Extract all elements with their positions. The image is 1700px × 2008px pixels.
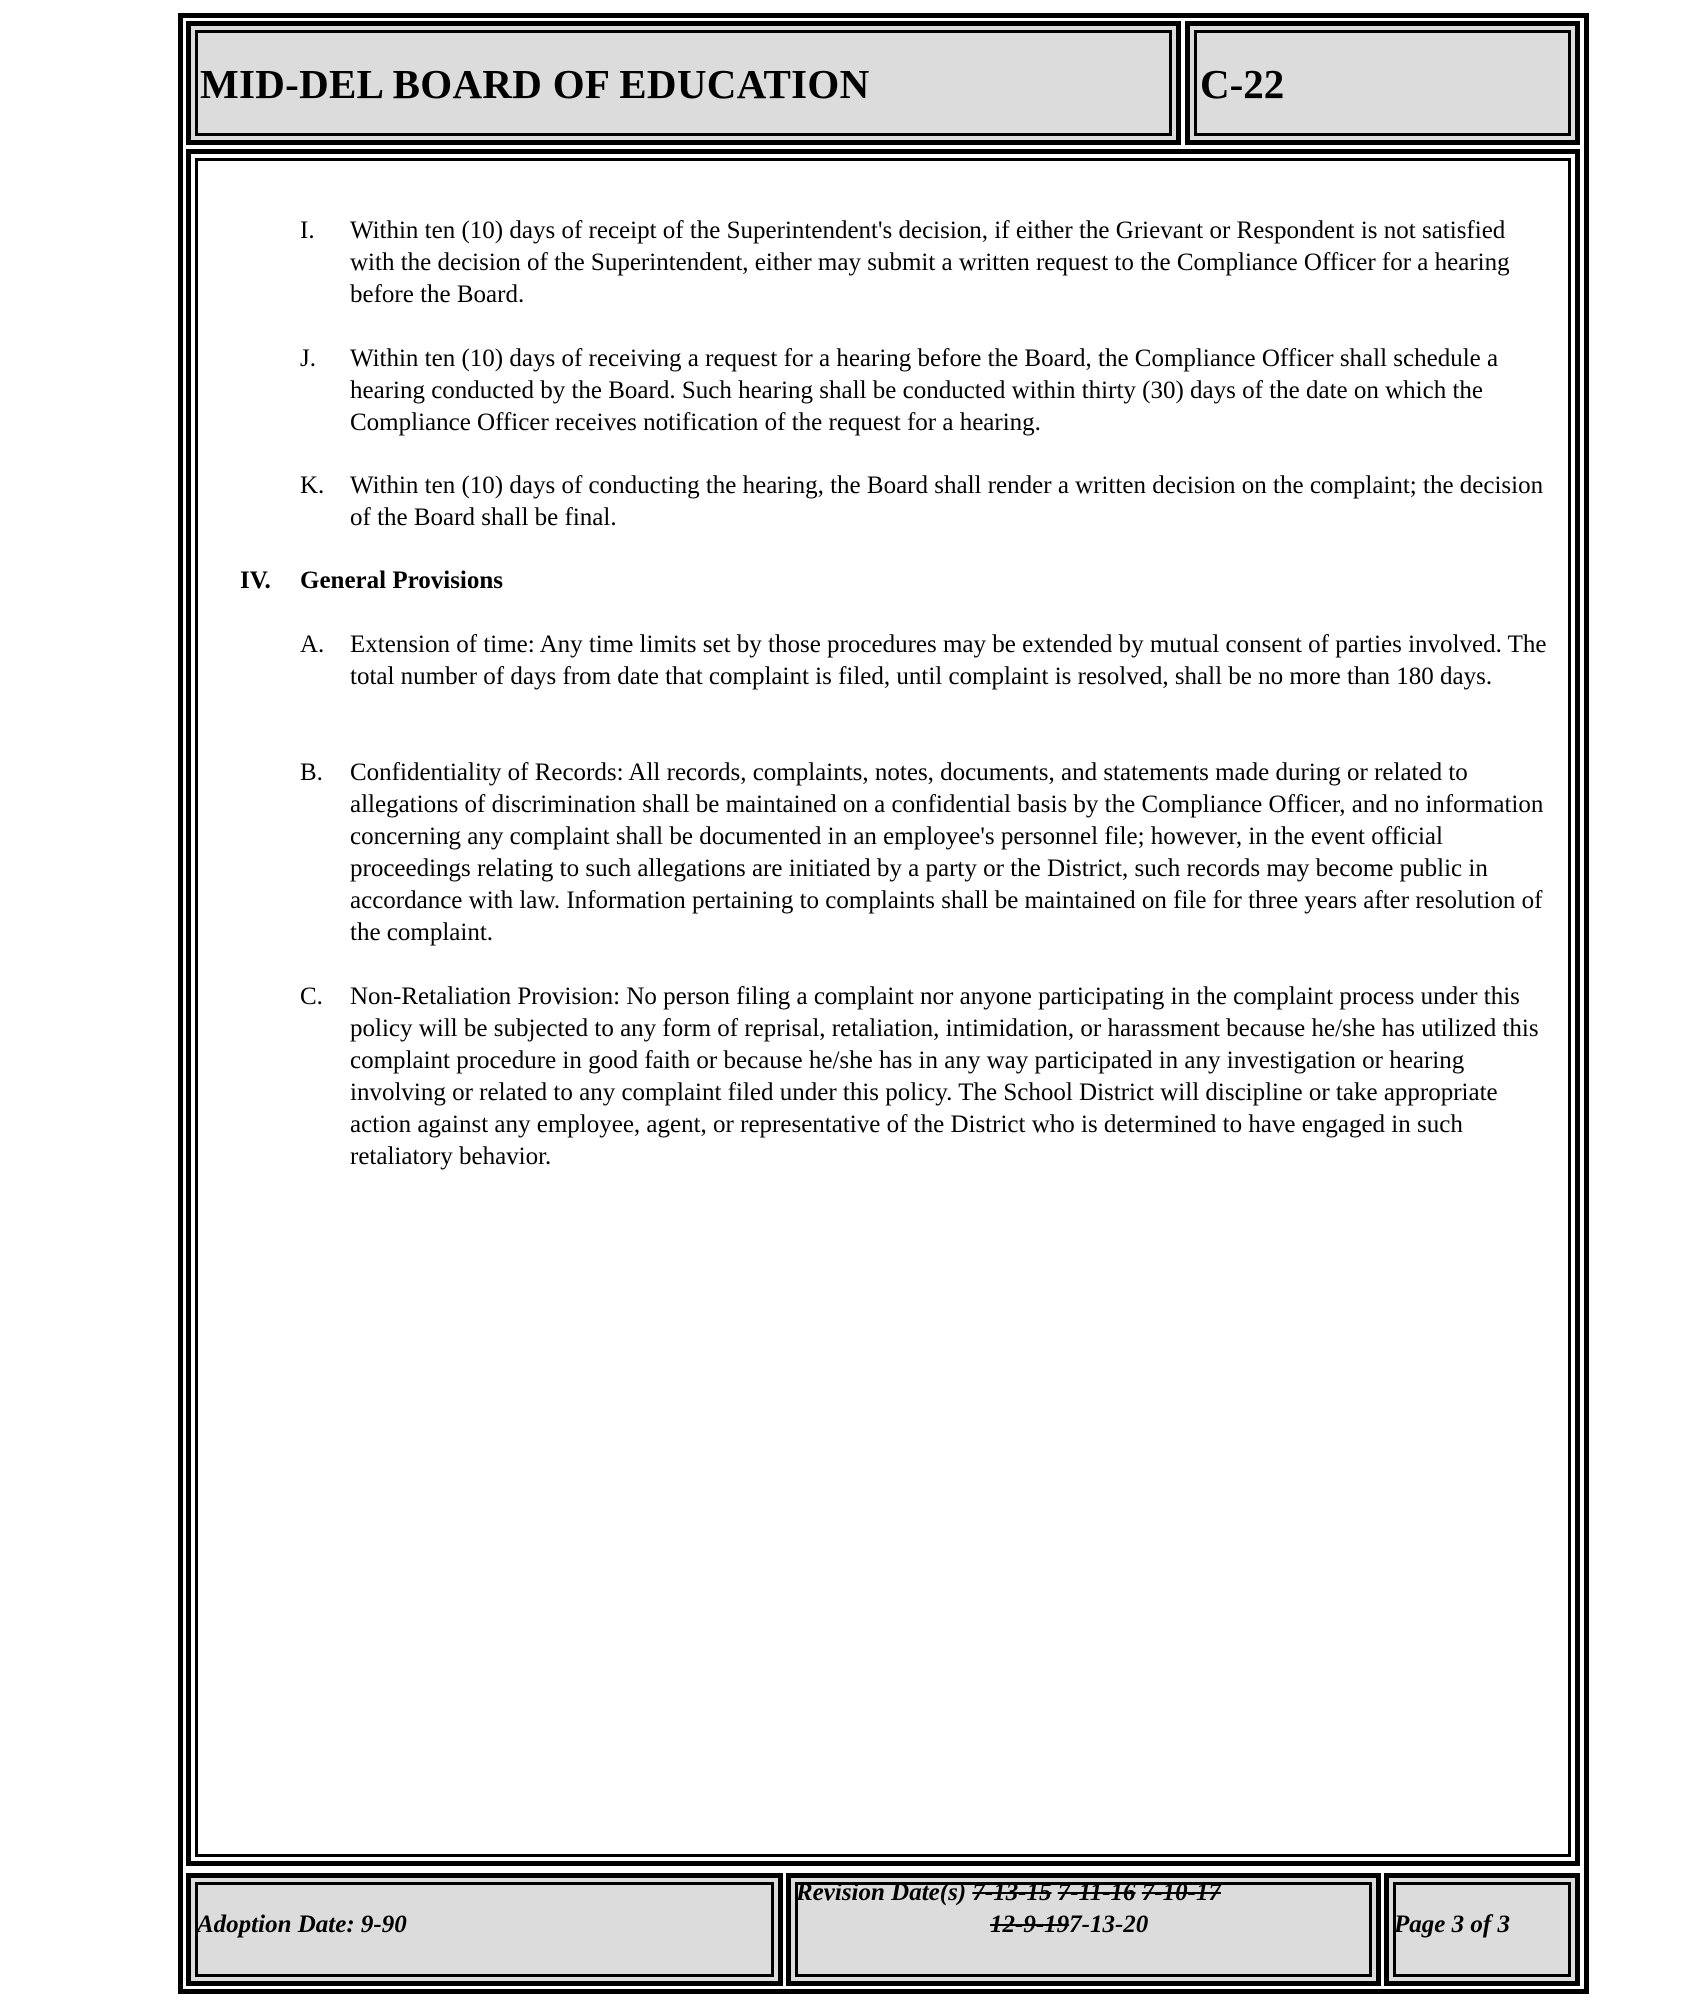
revision-struck-date: 7-10-17 [1141, 1879, 1221, 1906]
policy-code: C-22 [1200, 61, 1285, 107]
item-marker: I. [300, 217, 315, 244]
section-number: IV. [240, 567, 271, 594]
item-text: Within ten (10) days of receiving a request for a hearing before the Board, the Compliance Officer shall schedule a hearing conducted by the Board. Such hearing shall be conducted within thirty (30) days of the date on which the Compliance Officer receives notification of the request for a hearing. [350, 345, 1499, 436]
item-marker: A. [300, 631, 325, 658]
board-title: MID-DEL BOARD OF EDUCATION [200, 61, 870, 107]
revision-struck-date: 12-9-19 [990, 1911, 1070, 1938]
revision-current-date: 7-13-20 [1069, 1911, 1149, 1938]
item-text: Confidentiality of Records: All records, complaints, notes, documents, and statements made during or related to allegations of discrimination shall be maintained on a confidential basis by the Compliance Officer, and no information concerning any complaint shall be documented in an employee's personnel file; however, in the event official proceedings relating to such allegations are initiated by a party or the District, such records may become public in accordance with law. Information pertaining to complaints shall be maintained on file for three years after resolution of the complaint. [350, 759, 1544, 946]
revision-dates-line-2 [990, 1911, 1148, 1939]
item-marker: C. [300, 983, 323, 1010]
item-marker: B. [300, 759, 323, 786]
revision-label: Revision Date(s) [796, 1879, 967, 1906]
item-marker: J. [300, 345, 316, 372]
revision-struck-date: 7-13-15 [972, 1879, 1052, 1906]
section-title: General Provisions [300, 567, 504, 594]
adoption-date: Adoption Date: 9-90 [197, 1911, 407, 1938]
item-text: Within ten (10) days of conducting the hearing, the Board shall render a written decision on the complaint; the decision of the Board shall be final. [350, 472, 1544, 531]
item-marker: K. [300, 472, 325, 499]
item-text: Within ten (10) days of receipt of the Superintendent's decision, if either the Grievant or Respondent is not satisfied with the decision of the Superintendent, either may submit a written request to the Compliance Officer for a hearing before the Board. [350, 217, 1510, 308]
revision-struck-date: 7-11-16 [1057, 1879, 1136, 1906]
page-number: Page 3 of 3 [1394, 1911, 1510, 1938]
revision-dates-line-1 [796, 1879, 1221, 1907]
item-text: Non-Retaliation Provision: No person filing a complaint nor anyone participating in the complaint process under this policy will be subjected to any form of reprisal, retaliation, intimidation, or harassment because he/she has utilized this complaint procedure in good faith or because he/she has in any way participated in any investigation or hearing involving or related to any complaint filed under this policy. The School District will discipline or take appropriate action against any employee, agent, or representative of the District who is determined to have engaged in such retaliatory behavior. [350, 983, 1539, 1170]
item-text: Extension of time: Any time limits set by those procedures may be extended by mutual consent of parties involved. The total number of days from date that complaint is filed, until complaint is resolved, shall be no more than 180 days. [350, 631, 1547, 690]
